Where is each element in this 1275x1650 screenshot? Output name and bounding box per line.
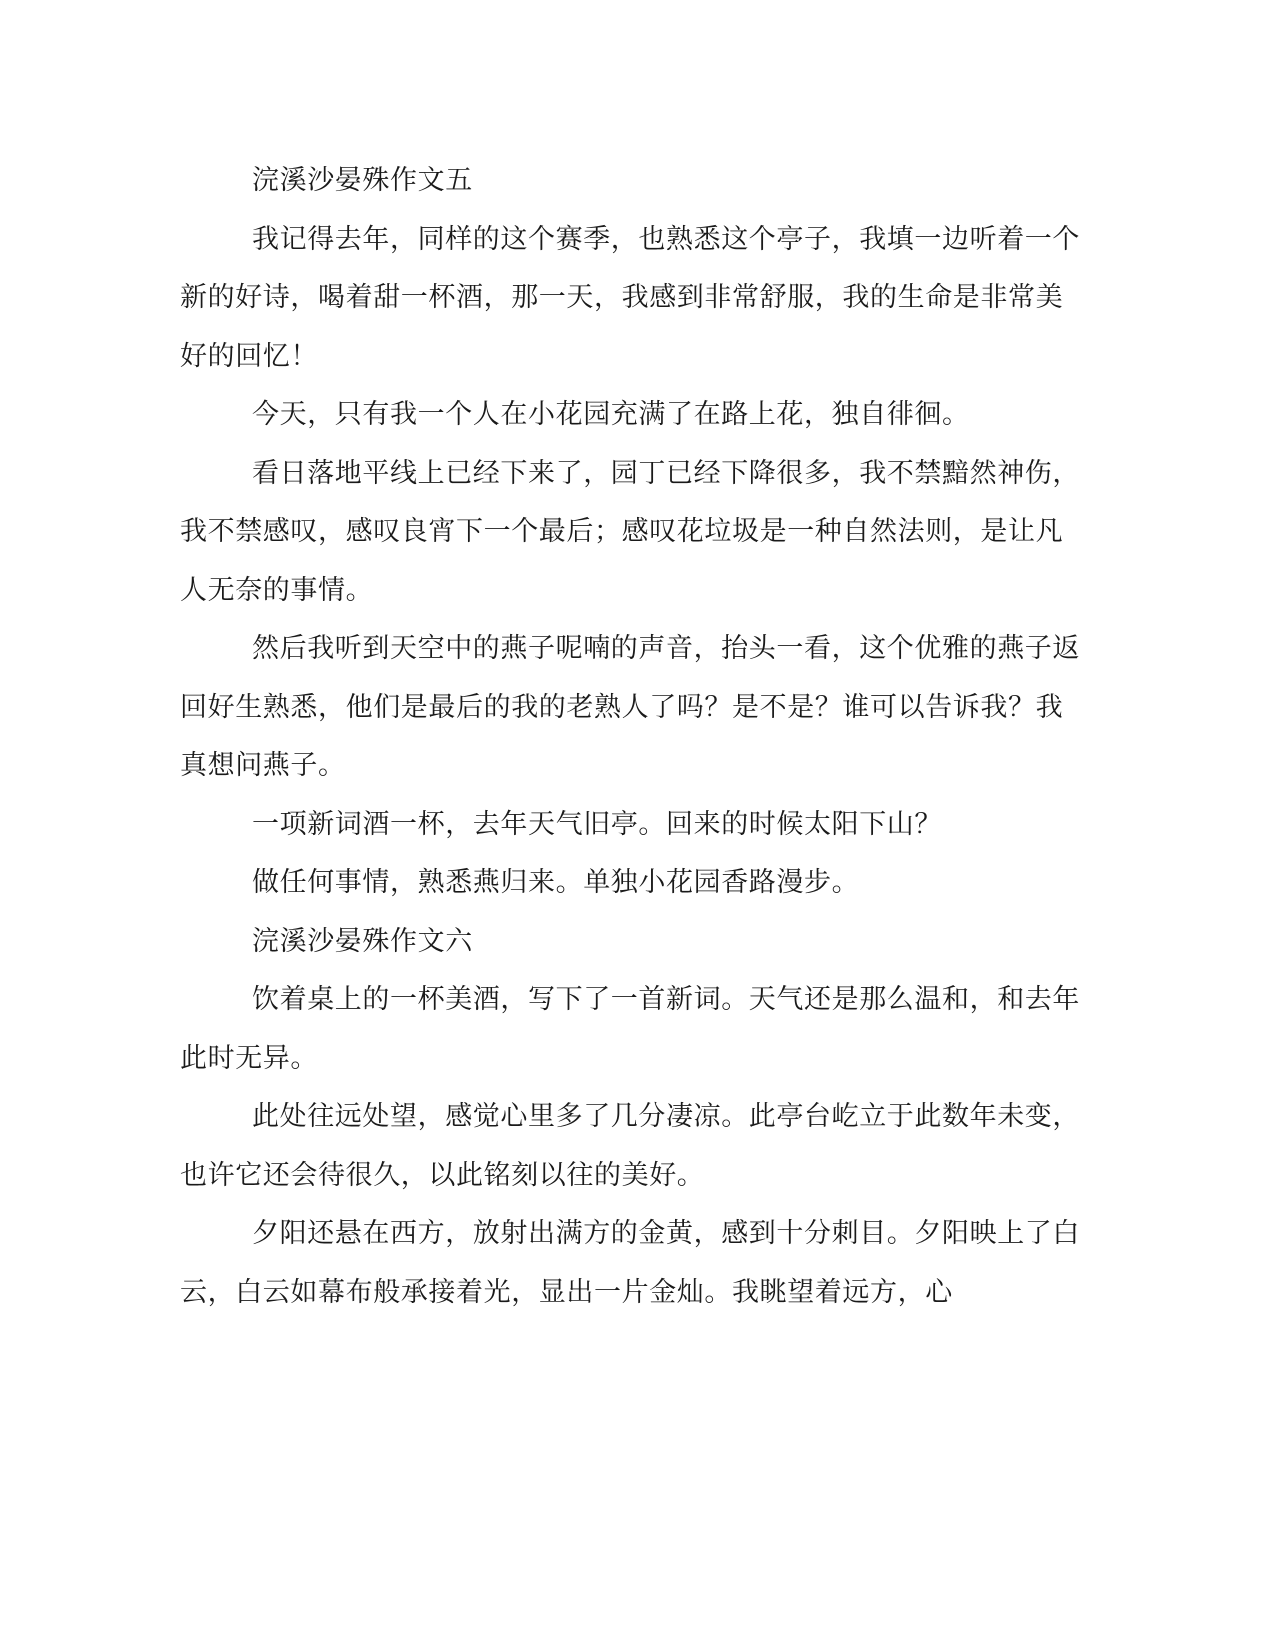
paragraph: 一项新词酒一杯，去年天气旧亭。回来的时候太阳下山？ [252, 808, 942, 840]
paragraph: 然后我听到天空中的燕子呢喃的声音，抬头一看，这个优雅的燕子返回好生熟悉，他们是最后的我的老熟人了吗？是不是？谁可以告诉我？我真想问燕子。 [180, 633, 1080, 781]
section-title-5: 浣溪沙晏殊作文五 [252, 165, 473, 196]
paragraph: 看日落地平线上已经下来了，园丁已经下降很多，我不禁黯然神伤，我不禁感叹，感叹良宵下一个最后；感叹花垃圾是一种自然法则，是让凡人无奈的事情。 [180, 457, 1080, 606]
document-page [180, 152, 1080, 1322]
paragraph: 饮着桌上的一杯美酒，写下了一首新词。天气还是那么温和，和去年此时无异。 [180, 984, 1080, 1074]
paragraph: 夕阳还悬在西方，放射出满方的金黄，感到十分刺目。夕阳映上了白云，白云如幕布般承接着光，显出一片金灿。我眺望着远方，心 [180, 1218, 1080, 1308]
section-title-6: 浣溪沙晏殊作文六 [252, 925, 473, 957]
paragraph: 此处往远处望，感觉心里多了几分凄凉。此亭台屹立于此数年未变，也许它还会待很久，以此铭刻以往的美好。 [180, 1101, 1080, 1191]
paragraph: 我记得去年，同样的这个赛季，也熟悉这个亭子，我填一边听着一个新的好诗，喝着甜一杯酒，那一天，我感到非常舒服，我的生命是非常美好的回忆！ [180, 223, 1080, 372]
paragraph: 做任何事情，熟悉燕归来。单独小花园香路漫步。 [252, 867, 860, 898]
paragraph: 今天，只有我一个人在小花园充满了在路上花，独自徘徊。 [252, 399, 970, 430]
